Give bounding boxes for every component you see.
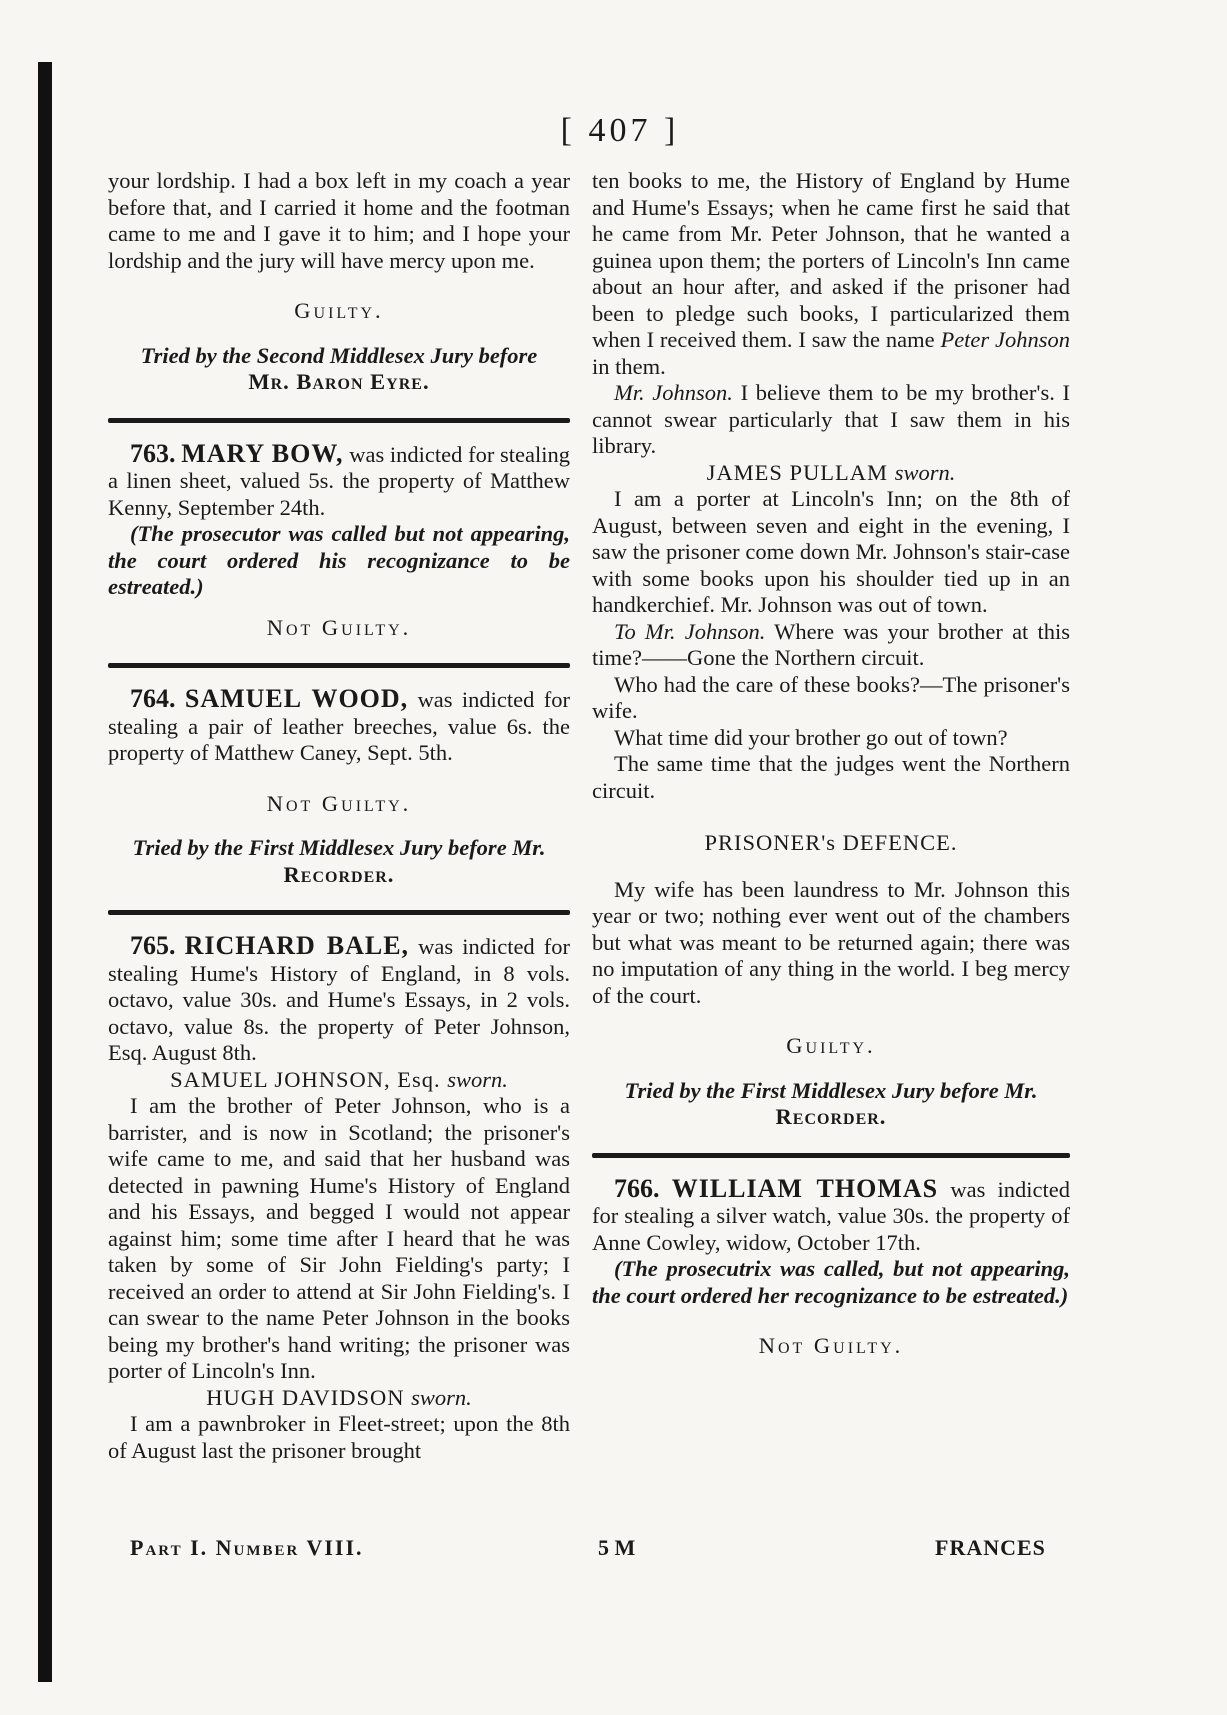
witness-heading: SAMUEL JOHNSON, Esq. sworn.: [170, 1066, 508, 1092]
speaker-statement: Mr. Johnson. I believe them to be my brother's. I cannot swear particularly that I saw them in his library.: [592, 380, 1070, 458]
witness-testimony: I am a pawnbroker in Fleet-street; upon the 8th of August last the prisoner brought: [108, 1411, 570, 1463]
case-766: 766. WILLIAM THOMAS was indicted for stealing a silver watch, value 30s. the property of Anne Cowley, widow, October 17th.: [592, 1173, 1070, 1255]
verdict-guilty: Guilty.: [294, 298, 384, 323]
right-column: [592, 168, 1070, 1378]
case-764-verdict: Not Guilty.: [266, 790, 412, 816]
section-rule: [592, 1153, 1070, 1158]
question: What time did your brother go out of town?: [614, 724, 1008, 750]
left-column: [108, 168, 570, 1464]
tried-by: Tried by the First Middlesex Jury before Mr. Recorder.: [624, 1077, 1038, 1129]
case-763: 763. MARY BOW, was indicted for stealing a linen sheet, valued 5s. the property of Matthew Kenny, September 24th.: [108, 438, 571, 520]
continuation-text: your lordship. I had a box left in my coach a year before that, and I carried it home and the footman came to me and I gave it to him; and I hope your lordship and the jury will have mercy upon me.: [108, 168, 570, 273]
section-rule: [108, 663, 570, 668]
page-number: [ 407 ]: [560, 112, 680, 149]
case-763-verdict: Not Guilty.: [266, 614, 412, 640]
defence-heading: PRISONER's DEFENCE.: [704, 830, 958, 855]
question: Who had the care of these books?—The prisoner's wife.: [592, 671, 1070, 723]
signature-mark: Part I. Number VIII.: [130, 1535, 364, 1560]
section-rule: [108, 910, 570, 915]
case-763-note: (The prosecutor was called but not appearing, the court ordered his recognizance to be estreated.): [108, 521, 570, 599]
continuation-text: ten books to me, the History of England by Hume and Hume's Essays; when he came first he said that he came from Mr. Peter Johnson, that he wanted a guinea upon them; the porters of Lincoln's Inn came about an hour after, and asked if the prisoner had been to pledge such books, I particularized them when I received them. I saw the name Peter Johnson in them.: [592, 168, 1071, 379]
gathering-mark: 5 M: [598, 1535, 636, 1560]
page-binding-edge: [38, 62, 52, 1682]
tried-by: Tried by the Second Middlesex Jury before Mr. Baron Eyre.: [140, 342, 538, 394]
case-766-verdict: Not Guilty.: [758, 1333, 904, 1358]
case-766-note: (The prosecutrix was called, but not appearing, the court ordered her recognizance to be estreated.): [592, 1256, 1070, 1308]
witness-heading: JAMES PULLAM sworn.: [706, 459, 956, 485]
witness-testimony: I am a porter at Lincoln's Inn; on the 8th of August, between seven and eight in the evening, I saw the prisoner come down Mr. Johnson's stair-case with some books upon his shoulder tied up in an handkerchief. Mr. Johnson was out of town.: [592, 486, 1070, 617]
verdict-guilty: Guilty.: [786, 1033, 876, 1058]
case-765: 765. RICHARD BALE, was indicted for stealing Hume's History of England, in 8 vols. octavo, value 30s. and Hume's Essays, in 2 vols. octavo, value 8s. the property of Peter Johnson, Esq. August 8th.: [108, 931, 570, 1065]
answer: The same time that the judges went the Northern circuit.: [592, 751, 1070, 803]
witness-testimony: I am the brother of Peter Johnson, who is a barrister, and is now in Scotland; the prisoner's wife came to me, and said that her husband was detected in pawning Hume's History of England and his Essays, and begged I would not appear against him; some time after I heard that he was taken by some of Sir John Fielding's party; I received an order to attend at Sir John Fielding's. I can swear to the name Peter Johnson in the books being my brother's hand writing; the prisoner was porter of Lincoln's Inn.: [108, 1093, 570, 1383]
tried-by: Tried by the First Middlesex Jury before Mr. Recorder.: [132, 835, 546, 887]
case-764: 764. SAMUEL WOOD, was indicted for stealing a pair of leather breeches, value 6s. the property of Matthew Caney, Sept. 5th.: [108, 684, 571, 765]
defence-text: My wife has been laundress to Mr. Johnson this year or two; nothing ever went out of the chambers but what was meant to be returned again; there was no imputation of any thing in the world. I beg mercy of the court.: [592, 876, 1070, 1008]
question: To Mr. Johnson. Where was your brother at this time?——Gone the Northern circuit.: [592, 618, 1071, 670]
witness-heading: HUGH DAVIDSON sworn.: [206, 1384, 472, 1410]
section-rule: [108, 418, 570, 423]
catchword: FRANCES: [935, 1535, 1046, 1560]
